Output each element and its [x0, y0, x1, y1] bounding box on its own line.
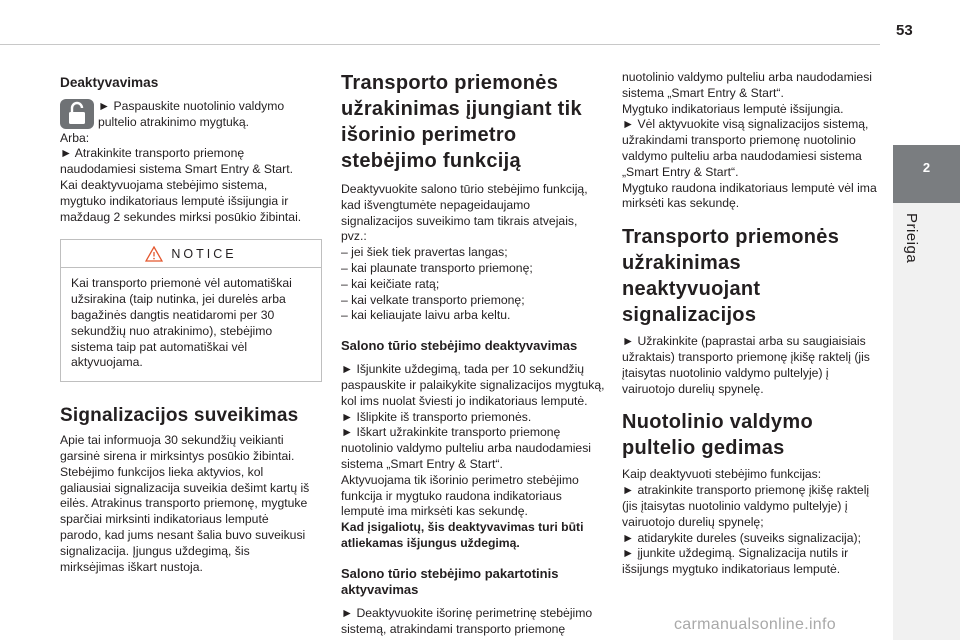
notice-box — [60, 239, 322, 382]
body-line: ► atrakinkite transporto priemonę įkišę raktelį (jis įtaisytas nuotolinio valdymo pultelyje) į vairuotojo durelių spynelę; — [622, 483, 870, 529]
notice-title: NOTICE — [171, 246, 237, 261]
body-line: Mygtuko raudona indikatoriaus lemputė vėl ima mirksėti kas sekundę. — [622, 180, 877, 211]
body-line: Kai deaktyvuojama stebėjimo sistema, mygtuko indikatoriaus lemputė išsijungia ir maždaug 2 sekundes mirksi posūkio žibintai. — [60, 177, 302, 224]
header-rule — [0, 44, 880, 45]
list-item: – kai velkate transporto priemonę; — [341, 292, 525, 307]
notice-text: Kai transporto priemonė vėl automatiškai užsirakina (taip nutinka, jei durelės arba bagažinės dangtis neatidaromi per 30 sekundžių nuo atrakinimo), stebėjimo sistema taip pat automatiškai vėl aktyvuojama. — [71, 276, 292, 370]
step-text: ► Iškart užrakinkite transporto priemonę nuotolinio valdymo pulteliu arba naudodamiesi sistema „Smart Entry & Start“. — [341, 425, 592, 471]
perimeter-intro: Deaktyvuokite salono tūrio stebėjimo funkciją, kad išvengtumėte nepageidaujamo signalizacijos suveikimo tam tikrais atvejais, pvz.: — [341, 182, 588, 244]
volumetric-deactivation-heading: Salono tūrio stebėjimo deaktyvavimas — [341, 338, 578, 354]
body-line: Arba: — [60, 130, 90, 145]
list-item: – kai plaunate transporto priemonę; — [341, 260, 533, 275]
bold-note: Kad įsigaliotų, šis deaktyvavimas turi būti atliekamas išjungus uždegimą. — [341, 520, 584, 550]
body-line: ► Atrakinkite transporto priemonę naudodamiesi sistema Smart Entry & Start. — [60, 146, 294, 177]
list-item: – kai keliaujate laivu arba keltu. — [341, 308, 511, 323]
column-1 — [60, 70, 312, 575]
body-line: ► Užrakinkite (paprastai arba su saugiaisiais užraktais) transporto priemonę įkišę raktelį (jis įtaisytas nuotolinio valdymo pultelyje) į vairuotojo durelių spynelę. — [622, 334, 870, 396]
chapter-strip — [893, 203, 960, 640]
perimeter-locking-heading: Transporto priemonės užrakinimas įjungiant tik išorinio perimetro stebėjimo funkciją — [341, 72, 582, 172]
column-3 — [622, 70, 884, 578]
volumetric-reactivation-heading: Salono tūrio stebėjimo pakartotinis aktyvavimas — [341, 565, 559, 597]
body-line: nuotolinio valdymo pulteliu arba naudodamiesi sistema „Smart Entry & Start“. — [622, 70, 873, 100]
chapter-label: Prieiga — [903, 213, 920, 264]
body-line: ► Vėl aktyvuokite visą signalizacijos sistemą, užrakindami transporto priemonę nuotolinio valdymo pulteliu arba naudodamiesi sistema „Smart Entry & Start“. — [622, 117, 869, 179]
body-line: Kaip deaktyvuoti stebėjimo funkcijas: — [622, 467, 822, 482]
chapter-tab-number: 2 — [922, 160, 931, 175]
note-text: Aktyvuojama tik išorinio perimetro stebėjimo funkcija ir mygtuko raudona indikatoriaus lemputė ima mirksėti kas sekundę. — [341, 472, 579, 519]
alarm-triggering-heading: Signalizacijos suveikimas — [60, 405, 299, 427]
remote-instruction-text: ► Paspauskite nuotolinio valdymo pultelio atrakinimo mygtuką. — [98, 99, 285, 129]
body-line: ► atidarykite dureles (suveiks signalizacija); — [622, 530, 861, 545]
alarm-triggering-text: Apie tai informuoja 30 sekundžių veikianti garsinė sirena ir mirksintys posūkio žibintai. Stebėjimo funkcijos lieka aktyvios, kol galiausiai signalizacija suveikia dešimt kartų iš eilės. Atrakinus transporto priemonę, mygtuke sparčiai mirksinti indikatoriaus lemputė parodo, kad jums nesant šalia buvo suveikusi signalizacija. Įjungus uždegimą, šis mirksėjimas iškart nustoja. — [60, 433, 310, 574]
step-text: ► Išlipkite iš transporto priemonės. — [341, 409, 532, 424]
column-2 — [341, 70, 605, 637]
step-text: ► Išjunkite uždegimą, tada per 10 sekundžių paspauskite ir palaikykite signalizacijos mygtuką, kol ims nuolat šviesti jo indikatoriaus lemputė. — [341, 362, 605, 408]
step-text: ► Deaktyvuokite išorinę perimetrinę stebėjimo sistemą, atrakindami transporto priemonę — [341, 605, 593, 636]
deactivation-heading: Deaktyvavimas — [60, 75, 159, 90]
remote-failure-heading: Nuotolinio valdymo pultelio gedimas — [622, 411, 813, 460]
body-line: Mygtuko indikatoriaus lemputė išsijungia. — [622, 101, 844, 116]
body-line: ► įjunkite uždegimą. Signalizacija nutils ir išsijungs mygtuko indikatoriaus lemputė. — [622, 546, 849, 577]
unlock-icon — [60, 99, 94, 129]
remote-instruction — [60, 99, 312, 131]
list-item: – kai keičiate ratą; — [341, 276, 440, 291]
locking-without-alarm-heading: Transporto priemonės užrakinimas neaktyvuojant signalizacijos — [622, 226, 840, 327]
notice-header — [61, 240, 321, 268]
page-number: 53 — [896, 22, 913, 39]
list-item: – jei šiek tiek pravertas langas; — [341, 245, 508, 260]
warning-icon — [145, 246, 163, 262]
watermark: carmanualsonline.info — [674, 616, 836, 633]
